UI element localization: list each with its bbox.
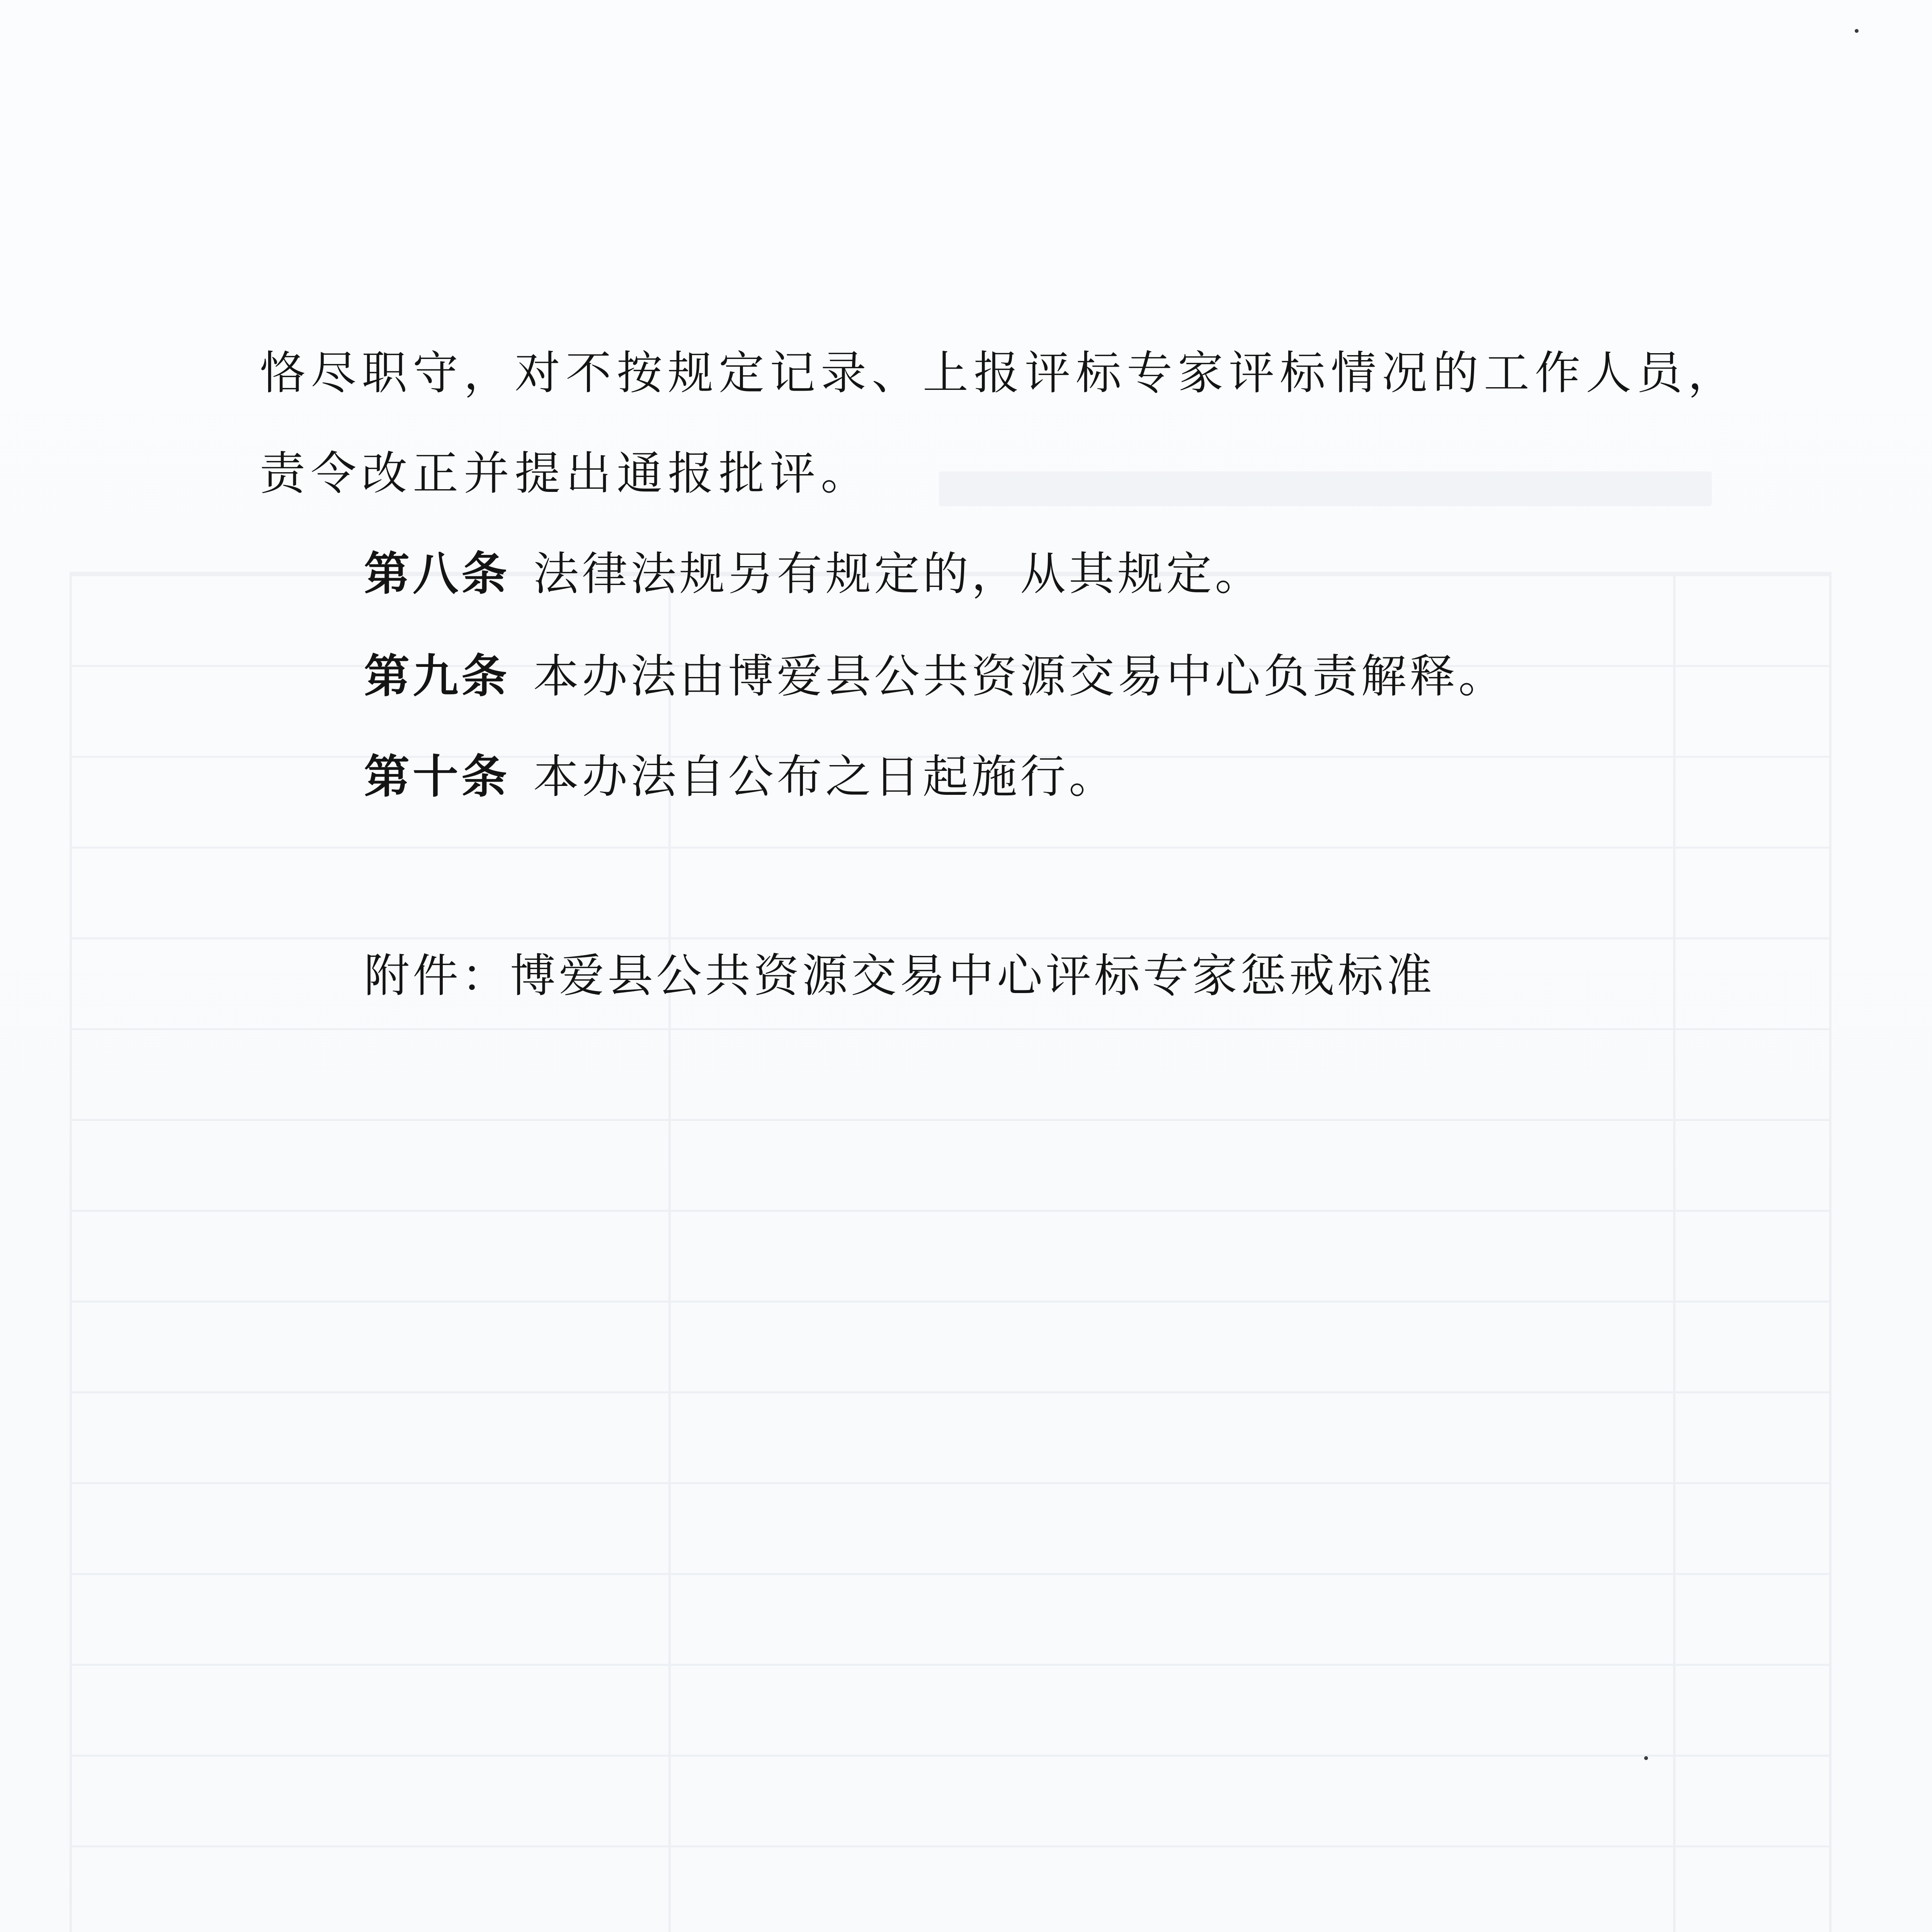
article-9 <box>364 647 1507 705</box>
bleed-title-shadow <box>939 471 1712 506</box>
article-10 <box>364 748 1117 806</box>
article-8 <box>364 545 1264 603</box>
attachment-note: 附件：博爱县公共资源交易中心评标专家惩戒标准 <box>364 949 1435 1002</box>
article-8-label: 第八条 <box>364 547 510 600</box>
article-10-label: 第十条 <box>364 750 510 803</box>
scan-speck <box>1644 1756 1648 1760</box>
article-8-text: 法律法规另有规定的，从其规定。 <box>533 547 1264 600</box>
article-9-text: 本办法由博爱县公共资源交易中心负责解释。 <box>533 650 1507 703</box>
scan-speck <box>1855 29 1859 33</box>
paragraph-line-2: 责令改正并提出通报批评。 <box>260 447 872 500</box>
bleed-column-line <box>1673 572 1675 1932</box>
article-9-label: 第九条 <box>364 649 510 703</box>
paragraph-line-1: 恪尽职守，对不按规定记录、上报评标专家评标情况的工作人员， <box>260 346 1739 400</box>
article-10-text: 本办法自公布之日起施行。 <box>533 750 1118 803</box>
